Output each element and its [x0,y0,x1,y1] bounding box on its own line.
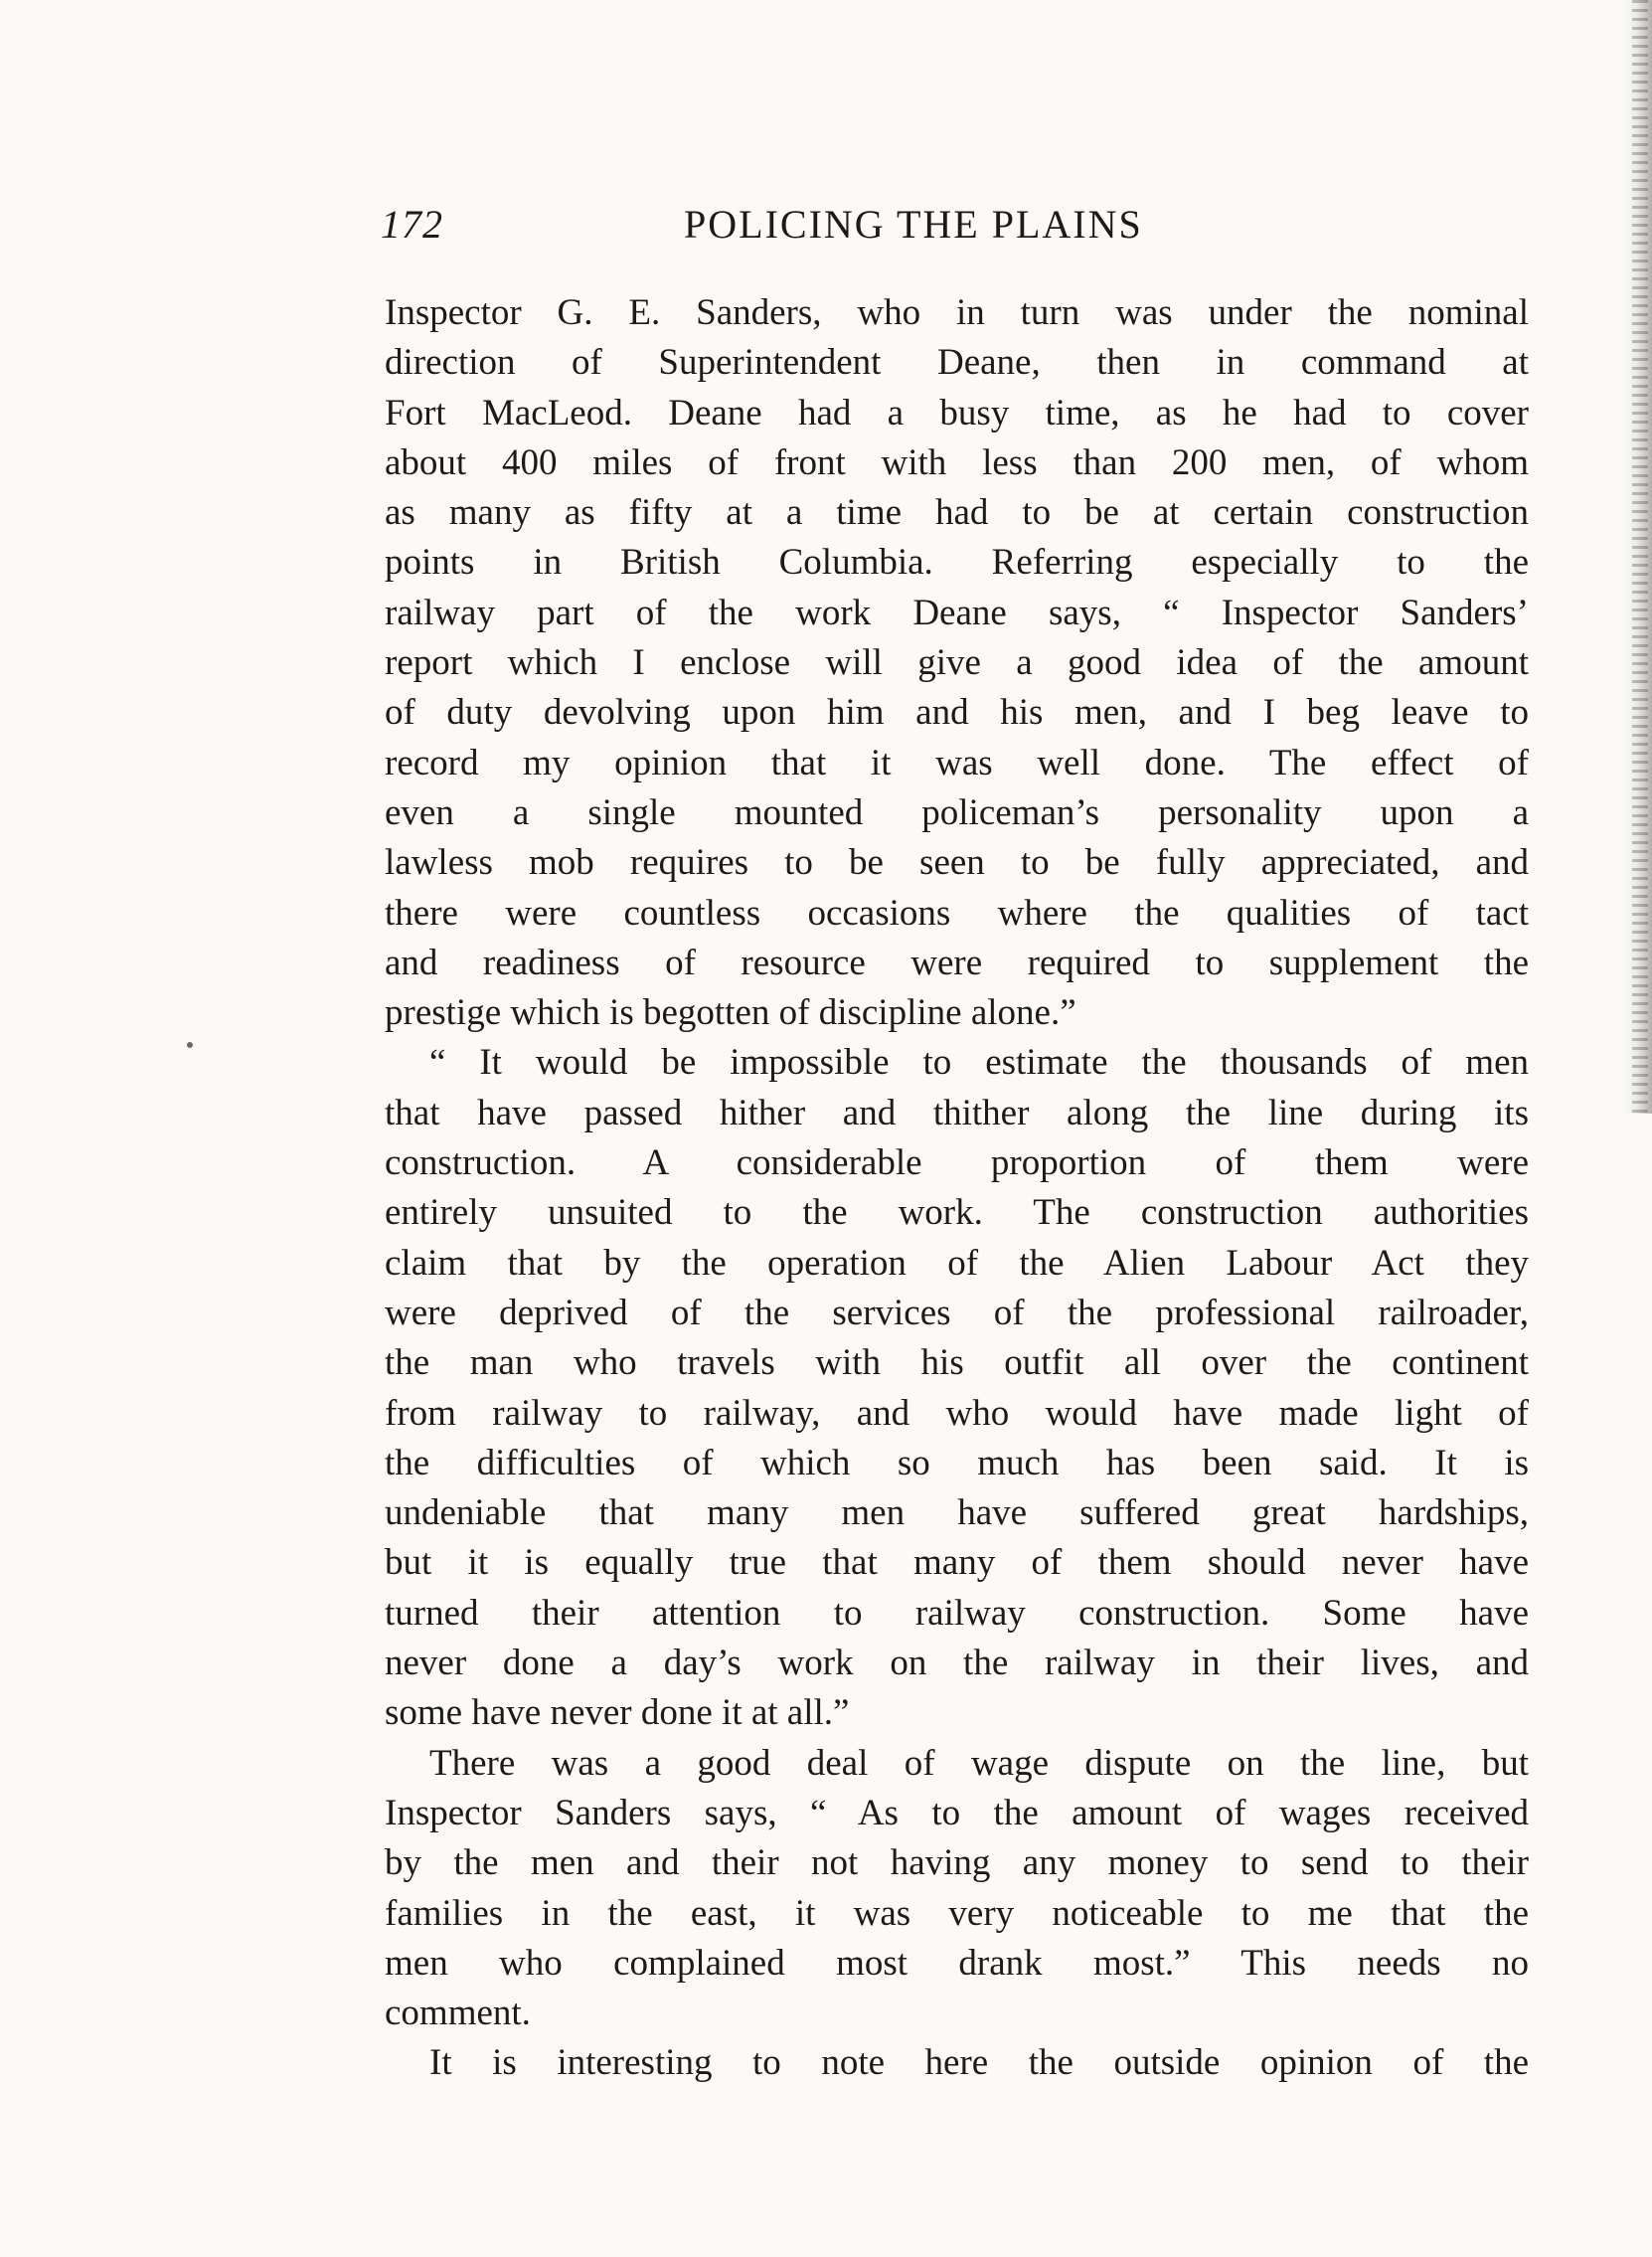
running-header [381,201,1534,260]
text-line: from railway to railway, and who would have made light of [385,1392,1529,1434]
text-line: even a single mounted policeman’s personality upon a [385,791,1529,833]
text-line: Fort MacLeod. Deane had a busy time, as he had to cover [385,392,1529,434]
text-line: were deprived of the services of the professional railroader, [385,1292,1529,1333]
text-line: “ It would be impossible to estimate the thousands of men [429,1042,1529,1084]
text-line: that have passed hither and thither along the line during its [385,1092,1529,1133]
text-line: undeniable that many men have suffered great hardships, [385,1492,1529,1534]
paragraph-4 [385,2038,1529,2088]
body-text [385,288,1529,2089]
text-line: the man who travels with his outfit all over the continent [385,1342,1529,1384]
text-line: comment. [385,1993,531,2034]
text-line: It is interesting to note here the outside opinion of the [429,2042,1529,2084]
text-line: but it is equally true that many of them should never have [385,1542,1529,1584]
text-line: of duty devolving upon him and his men, and I beg leave to [385,692,1529,734]
text-line: turned their attention to railway construction. Some have [385,1592,1529,1634]
text-line: about 400 miles of front with less than 200 men, of whom [385,441,1529,483]
text-line: families in the east, it was very noticeable to me that the [385,1892,1529,1934]
paragraph-2 [385,1038,1529,1738]
text-line: record my opinion that it was well done. The effect of [385,742,1529,783]
paragraph-3 [385,1739,1529,2039]
text-line: lawless mob requires to be seen to be fully appreciated, and [385,842,1529,884]
text-line: by the men and their not having any money to send to their [385,1842,1529,1884]
paper-speck [187,1042,193,1048]
text-line: some have never done it at all.” [385,1692,850,1734]
text-line: construction. A considerable proportion of them were [385,1142,1529,1184]
binding-edge-marks [1632,0,1648,1114]
text-line: the difficulties of which so much has been said. It is [385,1442,1529,1483]
text-line: as many as fifty at a time had to be at certain construction [385,492,1529,534]
running-title: POLICING THE PLAINS [684,202,1143,247]
text-line: There was a good deal of wage dispute on the line, but [429,1742,1529,1784]
text-line: entirely unsuited to the work. The construction authorities [385,1192,1529,1234]
text-line: points in British Columbia. Referring especially to the [385,542,1529,584]
text-line: Inspector G. E. Sanders, who in turn was under the nominal [385,292,1529,333]
page-number: 172 [381,202,443,247]
paragraph-1 [385,288,1529,1038]
text-line: men who complained most drank most.” This needs no [385,1942,1529,1984]
text-line: railway part of the work Deane says, “ Inspector Sanders’ [385,592,1529,633]
text-line: there were countless occasions where the qualities of tact [385,892,1529,934]
text-line: claim that by the operation of the Alien Labour Act they [385,1242,1529,1284]
text-line: prestige which is begotten of discipline alone.” [385,992,1076,1034]
text-line: Inspector Sanders says, “ As to the amount of wages received [385,1792,1529,1833]
text-line: and readiness of resource were required to supplement the [385,942,1529,983]
text-line: report which I enclose will give a good idea of the amount [385,642,1529,684]
text-line: direction of Superintendent Deane, then in command at [385,342,1529,384]
text-line: never done a day’s work on the railway in their lives, and [385,1643,1529,1684]
